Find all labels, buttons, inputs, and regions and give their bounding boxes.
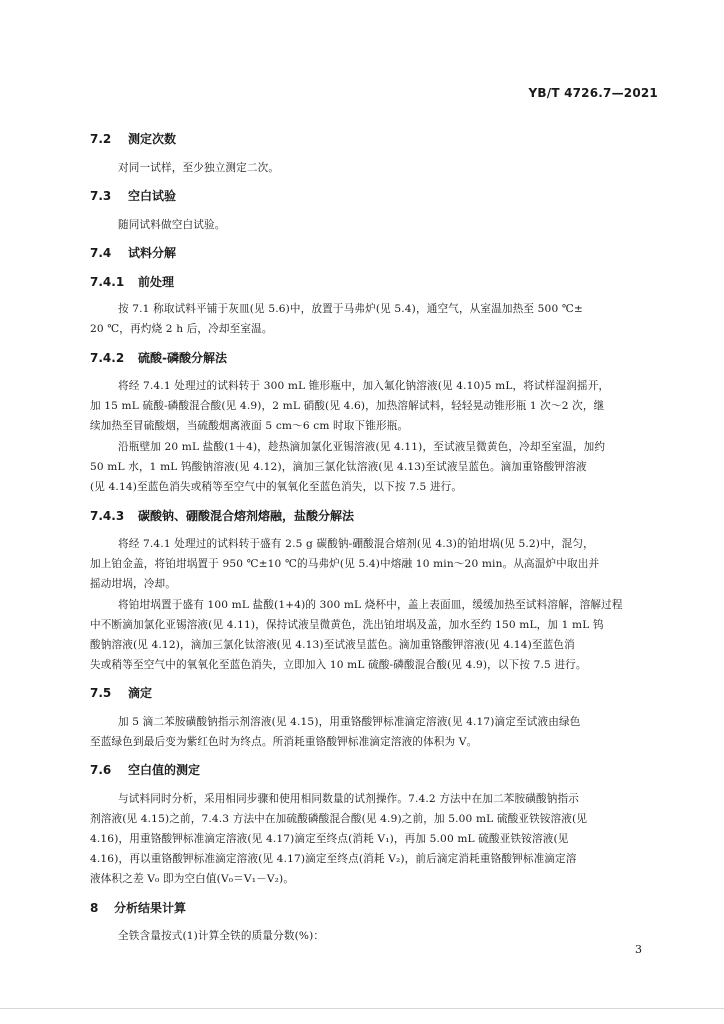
heading-7-6: [90, 761, 200, 778]
section-number: 7.4.1: [90, 275, 125, 289]
page-bottom-divider: [0, 1008, 724, 1009]
section-number: 7.2: [90, 132, 112, 146]
heading-7-2: [90, 130, 176, 147]
paragraph-line: 中不断滴加氯化亚锡溶液(见 4.11)，保持试液呈微黄色，洗出铂坩埚及盖，加水至约 150 mL，加 1 mL 钨: [90, 619, 604, 631]
heading-7-4-2: [90, 349, 227, 366]
section-title: 碳酸钠、硼酸混合熔剂熔融，盐酸分解法: [138, 509, 355, 523]
heading-7-4-3: [90, 507, 354, 524]
heading-7-4-1: [90, 273, 174, 290]
paragraph-line: 加 5 滴二苯胺磺酸钠指示剂溶液(见 4.15)，用重铬酸钾标准滴定溶液(见 4.17)滴定至试液由绿色: [118, 716, 581, 728]
paragraph-7-2: 对同一试样，至少独立测定二次。: [118, 162, 280, 174]
heading-7-5: [90, 684, 152, 701]
paragraph-line: 液体积之差 V₀ 即为空白值(V₀＝V₁－V₂)。: [90, 873, 295, 885]
standard-code: YB/T 4726.7—2021: [528, 86, 658, 100]
section-number: 7.4.3: [90, 509, 125, 523]
paragraph-line: 将经 7.4.1 处理过的试料转于 300 mL 锥形瓶中，加入氟化钠溶液(见 4.10)5 mL，将试样湿润摇开，: [118, 380, 610, 392]
section-title: 滴定: [128, 686, 153, 700]
section-title: 试料分解: [128, 246, 177, 260]
paragraph-8: 全铁含量按式(1)计算全铁的质量分数(%)：: [118, 930, 325, 942]
paragraph-line: 4.16)，再以重铬酸钾标准滴定溶液(见 4.17)滴定至终点(消耗 V₂)，前后滴定消耗重铬酸钾标准滴定溶: [90, 853, 577, 865]
paragraph-line: 摇动坩埚，冷却。: [90, 578, 176, 590]
paragraph-line: 酸钠溶液(见 4.12)，滴加三氯化钛溶液(见 4.13)至试液呈蓝色。滴加重铬酸钾溶液(见 4.14)至蓝色消: [90, 639, 575, 651]
section-title: 分析结果计算: [114, 901, 187, 915]
section-number: 7.6: [90, 763, 112, 777]
paragraph-line: 按 7.1 称取试料平铺于灰皿(见 5.6)中，放置于马弗炉(见 5.4)，通空气，从室温加热至 500 ℃±: [118, 303, 583, 315]
paragraph-7-3: 随同试料做空白试验。: [118, 219, 226, 231]
section-title: 空白值的测定: [128, 763, 201, 777]
section-number: 7.4: [90, 246, 112, 260]
section-number: 8: [90, 901, 99, 915]
paragraph-line: 将经 7.4.1 处理过的试料转于盛有 2.5 g 碳酸钠-硼酸混合熔剂(见 4.3)的铂坩埚(见 5.2)中，混匀，: [118, 538, 594, 550]
heading-7-4: [90, 244, 176, 261]
heading-8: [90, 899, 186, 916]
section-title: 硫酸-磷酸分解法: [138, 351, 227, 365]
heading-7-3: [90, 187, 176, 204]
paragraph-line: 加 15 mL 硫酸-磷酸混合酸(见 4.9)，2 mL 硝酸(见 4.6)，加热溶解试料，轻轻晃动锥形瓶 1 次～2 次，继: [90, 400, 605, 412]
page-number: 3: [635, 943, 642, 956]
paragraph-line: 续加热至冒硫酸烟，当硫酸烟离液面 5 cm～6 cm 时取下锥形瓶。: [90, 420, 409, 432]
paragraph-line: 4.16)，用重铬酸钾标准滴定溶液(见 4.17)滴定至终点(消耗 V₁)，再加 5.00 mL 硫酸亚铁铵溶液(见: [90, 833, 569, 845]
paragraph-line: 50 mL 水，1 mL 钨酸钠溶液(见 4.12)，滴加三氯化钛溶液(见 4.13)至试液呈蓝色。滴加重铬酸钾溶液: [90, 461, 587, 473]
paragraph-line: 将铂坩埚置于盛有 100 mL 盐酸(1+4)的 300 mL 烧杯中，盖上表面皿，缓缓加热至试料溶解，溶解过程: [118, 599, 623, 611]
section-number: 7.3: [90, 189, 112, 203]
section-title: 前处理: [138, 275, 175, 289]
paragraph-line: 剂溶液(见 4.15)之前，7.4.3 方法中在加硫酸磷酸混合酸(见 4.9)之前，加 5.00 mL 硫酸亚铁铵溶液(见: [90, 813, 588, 825]
section-title: 空白试验: [128, 189, 177, 203]
paragraph-line: 沿瓶壁加 20 mL 盐酸(1＋4)，趁热滴加氯化亚锡溶液(见 4.11)，至试液呈微黄色，冷却至室温，加约: [118, 441, 606, 453]
section-number: 7.4.2: [90, 351, 125, 365]
paragraph-line: 失或稍等至空气中的氧氧化至蓝色消失，立即加入 10 mL 硫酸-磷酸混合酸(见 4.9)，以下按 7.5 进行。: [90, 659, 587, 671]
paragraph-line: 加上铂金盖，将铂坩埚置于 950 ℃±10 ℃的马弗炉(见 5.4)中熔融 10 min～20 min。从高温炉中取出并: [90, 558, 600, 570]
paragraph-line: 与试料同时分析，采用相同步骤和使用相同数量的试剂操作。7.4.2 方法中在加二苯胺磺酸钠指示: [118, 793, 579, 805]
section-title: 测定次数: [128, 132, 177, 146]
section-number: 7.5: [90, 686, 112, 700]
paragraph-line: 至蓝绿色到最后变为紫红色时为终点。所消耗重铬酸钾标准滴定溶液的体积为 V。: [90, 736, 478, 748]
paragraph-line: 20 ℃，再灼烧 2 h 后，冷却至室温。: [90, 323, 273, 335]
paragraph-line: (见 4.14)至蓝色消失或稍等至空气中的氧氧化至蓝色消失，以下按 7.5 进行。: [90, 481, 463, 493]
